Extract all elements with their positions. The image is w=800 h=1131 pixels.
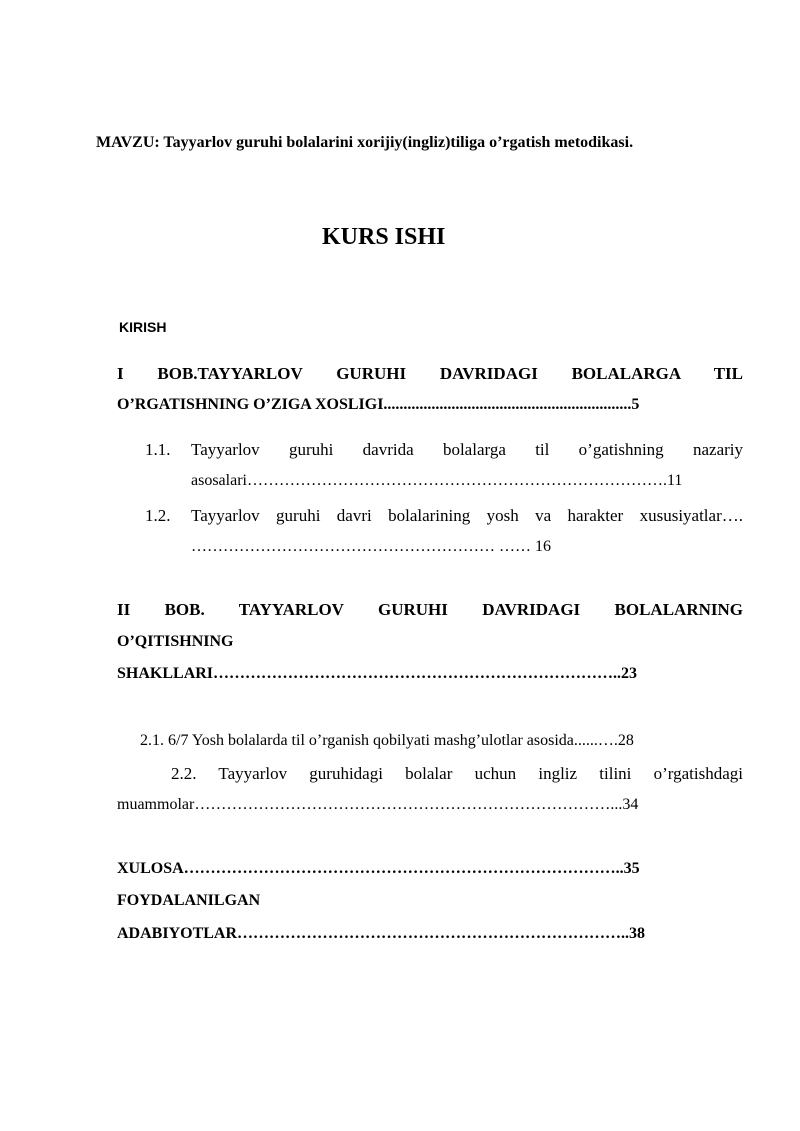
- toc-section-2-2-title: 2.2. Tayyarlov guruhidagi bolalar uchun ingliz tilini o’rgatishdagi: [171, 764, 743, 783]
- toc-section-1-1-title: Tayyarlov guruhi davrida bolalarga til o’gatishning nazariy: [191, 440, 743, 459]
- toc-section-1-2-title: Tayyarlov guruhi davri bolalarining yosh va harakter xususiyatlar….: [191, 506, 743, 525]
- toc-section-1-2-number: 1.2.: [145, 506, 171, 525]
- toc-chapter-2-page: SHAKLLARI…………………………………………………………………..23: [117, 665, 638, 682]
- toc-section-2-1: 2.1. 6/7 Yosh bolalarda til o’rganish qobilyati mashg’ulotlar asosida......….28: [140, 732, 634, 749]
- topic-line: MAVZU: Tayyarlov guruhi bolalarini xorijiy(ingliz)tiliga o’rgatish metodikasi.: [96, 134, 634, 151]
- toc-references: FOYDALANILGAN: [117, 892, 261, 909]
- toc-chapter-1-title: I BOB.TAYYARLOV GURUHI DAVRIDAGI BOLALARGA TIL: [117, 364, 743, 383]
- toc-chapter-2-title-cont: O’QITISHNING: [117, 633, 234, 650]
- toc-section-1-2-page: ………………………………………………… …… 16: [191, 538, 551, 555]
- page-title: KURS ISHI: [322, 224, 446, 250]
- toc-chapter-2-title: II BOB. TAYYARLOV GURUHI DAVRIDAGI BOLALARNING: [117, 600, 743, 619]
- toc-section-1-1-number: 1.1.: [145, 440, 171, 459]
- toc-conclusion: XULOSA………………………………………………………………………..35: [117, 860, 640, 877]
- toc-section-1-1-page: asosalari…………………………………………………………………….11: [191, 472, 683, 489]
- toc-references-page: ADABIYOTLAR………………………………………………………………..38: [117, 925, 646, 942]
- toc-chapter-1-title-cont: O’RGATISHNING O’ZIGA XOSLIGI..............................................................5: [117, 396, 640, 413]
- toc-section-2-2-page: muammolar……………………………………………………………………...34: [117, 796, 639, 813]
- toc-intro: KIRISH: [119, 319, 167, 335]
